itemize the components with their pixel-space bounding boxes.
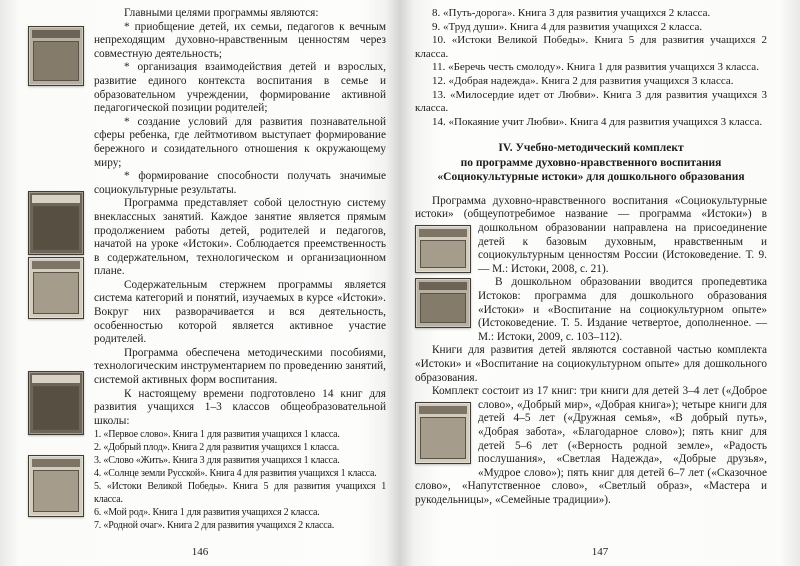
bullet-item: * организация взаимодействия детей и взрослых, развитие единого контекста воспитания в семье и образовательном учреждении, формирование активной педагогической позиции родителей; xyxy=(94,61,386,115)
book-cover-thumbnail xyxy=(28,371,84,435)
book-list-item: 4. «Солнце земли Русской». Книга 4 для развития учащихся 1 класса. xyxy=(94,468,377,480)
book-list-item: 3. «Слово «Жить». Книга 3 для развития учащихся 1 класса. xyxy=(94,455,340,467)
right-page xyxy=(400,0,800,566)
cover-art-image xyxy=(33,206,79,250)
cover-title-band xyxy=(32,30,80,38)
cover-title-band xyxy=(32,261,80,269)
book-list-item: 10. «Истоки Великой Победы». Книга 5 для развития учащихся 2 класса. xyxy=(415,34,767,60)
paragraph: Программа обеспечена методическими пособиями, технологическим инструментарием по проведению занятий, системой активных форм воспитания. xyxy=(94,346,386,387)
book-list-item: 5. «Истоки Великой Победы». Книга 5 для развития учащихся 1 класса. xyxy=(94,481,386,506)
page-number: 147 xyxy=(591,546,609,558)
heading-line: IV. Учебно-методический комплект xyxy=(498,142,684,155)
book-cover-thumbnail xyxy=(28,26,84,86)
cover-art-image xyxy=(33,41,79,81)
cover-float-group xyxy=(415,225,471,333)
cover-float-group xyxy=(415,402,471,469)
book-cover-thumbnail xyxy=(28,191,84,255)
book-list-item: 8. «Путь-дорога». Книга 3 для развития учащихся 2 класса. xyxy=(432,7,711,19)
cover-title-band xyxy=(419,229,467,237)
cover-title-band xyxy=(419,282,467,290)
bullet-item: * создание условий для развития познавательной сферы ребенка, где лейтмотивом выступает формирование бережного и созидательного отношения к окружающему миру; xyxy=(94,115,386,169)
book-cover-thumbnail xyxy=(28,455,84,517)
cover-title-band xyxy=(32,459,80,467)
cover-art-image xyxy=(33,470,79,512)
book-list-item: 11. «Беречь честь смолоду». Книга 1 для развития учащихся 3 класса. xyxy=(432,61,759,74)
book-list-item: 12. «Добрая надежда». Книга 2 для развития учащихся 3 класса. xyxy=(432,74,734,87)
paragraph-text: Комплект состоит из 17 книг: три книги для детей 3–4 лет xyxy=(432,385,719,398)
paragraph: Содержательным стержнем программы является система категорий и понятий, изучаемых в курсе «Истоки». Вокруг них разворачивается и вся деятельность, особенностью которой является активное участие родителей. xyxy=(94,278,386,346)
book-list-item: 6. «Мой род». Книга 1 для развития учащихся 2 класса. xyxy=(94,507,320,519)
paragraph: Программа представляет собой целостную систему внеклассных занятий. Каждое занятие является прямым продолжением работы детей, родителей и педагогов, начатой на уроке «Истоки». Соблюдается преемственность в содержательном, технологическом и организационном плане. xyxy=(94,197,386,278)
book-list-item: 2. «Добрый плод». Книга 2 для развития учащихся 1 класса. xyxy=(94,442,340,454)
right-page-text xyxy=(415,7,767,508)
left-page-text xyxy=(94,7,386,532)
cover-art-image xyxy=(420,240,466,268)
paragraph-text: на присоединение детей к базовым духовным, нравственным и социокультурным ценностям России (Истоковедение. Т. 9. — М.: Истоки, 2008, с. 21). xyxy=(478,222,768,275)
book-list-item: 7. «Родной очаг». Книга 2 для развития учащихся 2 класса. xyxy=(94,520,335,532)
book-list-item: 13. «Милосердие идет от Любви». Книга 3 для развития учащихся 3 класса. xyxy=(415,88,767,115)
cover-title-band xyxy=(32,375,80,383)
paragraph: Главными целями программы являются: xyxy=(124,7,319,19)
paragraph-text: («Доброе слово», «Добрый мир», «Добрая книга»); четыре книги для детей 4–5 лет («Дружная семья», «В добрый путь», «Добрая забота», «Благодарное слово»); пять книг для детей 5–6 лет («Верность родной земле», «Радость послушания», «Светлая Надежда», «Добрые друзья», «Мудрое слово»); пять книг для детей 6–7 лет («Сказочное слово», «Напутственное слово», «Светлый образ», «Мастера и рукодельницы», «Семейные традиции»). xyxy=(415,385,767,506)
book-cover-thumbnail xyxy=(415,225,471,273)
bullet-item: * формирование способности получать значимые социокультурные результаты. xyxy=(94,170,386,196)
cover-title-band xyxy=(32,195,80,203)
book-list-item: 1. «Первое слово». Книга 1 для развития учащихся 1 класса. xyxy=(94,429,340,441)
cover-art-image xyxy=(33,386,79,430)
section-heading xyxy=(415,141,767,185)
paragraph-text: Программа духовно-нравственного воспитания «Социокультурные истоки» (общеупотребимое название — программа «Истоки») в дошкольном образовании направлена xyxy=(415,194,767,235)
cover-title-band xyxy=(419,406,467,414)
cover-art-image xyxy=(420,293,466,323)
heading-line: по программе духовно-нравственного воспитания xyxy=(460,156,722,169)
paragraph xyxy=(415,385,767,507)
page-number: 146 xyxy=(191,546,209,558)
book-list-item: 14. «Покаяние учит Любви». Книга 4 для развития учащихся 3 класса. xyxy=(432,115,763,128)
book-list-item: 9. «Труд души». Книга 4 для развития учащихся 2 класса. xyxy=(432,20,703,33)
paragraph xyxy=(415,195,767,277)
book-cover-thumbnail xyxy=(415,278,471,328)
heading-line: «Социокультурные истоки» для дошкольного образования xyxy=(437,171,745,184)
paragraph: В дошкольном образовании вводится пропедевтика Истоков: программа для дошкольного образования «Истоки» и «Воспитание на социокультурном опыте» (Истоковедение. Т. 5. Издание четвертое, дополненное. — М.: Истоки, 2009, с. 103–112). xyxy=(478,276,767,343)
cover-art-image xyxy=(33,272,79,314)
paragraph: К настоящему времени подготовлено 14 книг для развития учащихся 1–3 классов общеобразовательной школы: xyxy=(94,387,386,427)
book-cover-thumbnail xyxy=(28,257,84,319)
paragraph: Книги для развития детей являются составной частью комплекта «Истоки» и «Воспитание на социокультурном опыте» для дошкольного образования. xyxy=(415,344,767,384)
cover-art-image xyxy=(420,417,466,459)
book-cover-thumbnail xyxy=(415,402,471,464)
bullet-item: * приобщение детей, их семьи, педагогов к вечным непреходящим духовно-нравственным ценностям через совместную деятельность; xyxy=(94,20,386,60)
